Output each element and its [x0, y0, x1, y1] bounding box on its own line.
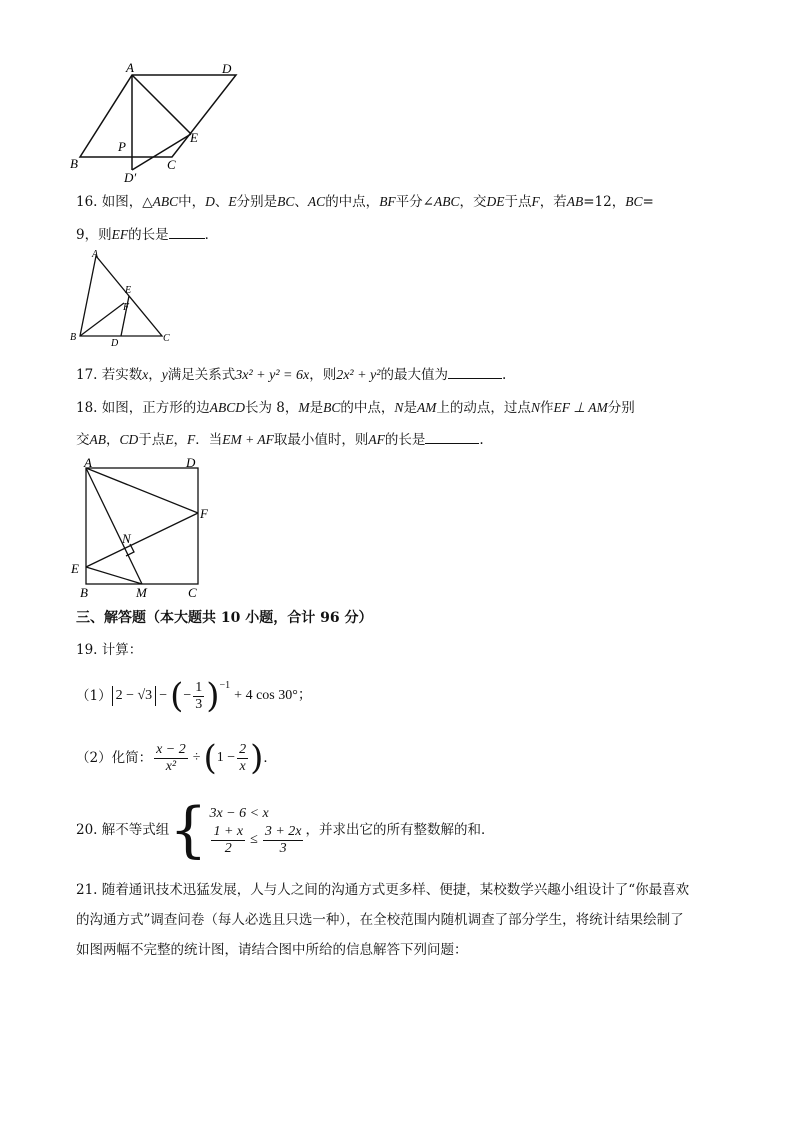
label-f: F — [123, 302, 130, 313]
segment-d-prime-e — [132, 134, 191, 170]
question-19-part-2: （2）化简： $\frac{x - 2}{\text{x²}}$ ÷ ( 1 − $\frac{2}{x}$ ) ． — [76, 738, 277, 778]
answer-blank-16[interactable] — [169, 224, 205, 239]
figure-parallelogram — [60, 58, 260, 188]
label-m: M — [136, 585, 147, 600]
label-d: D — [111, 338, 119, 349]
label-c: C — [188, 585, 197, 600]
parallelogram-abcd — [80, 75, 236, 157]
label-e: E — [71, 561, 79, 576]
label-b: B — [80, 585, 88, 600]
fraction-x-minus-2-over-x-squared: $\frac{x - 2}{\text{x²}}$ — [156, 741, 186, 774]
absolute-value: 2 − √3 — [112, 686, 157, 706]
question-19-title: 19. 计算： — [76, 642, 143, 658]
question-18-line-2: 交AB，CD于点E，F．当EM + AF取最小值时，则AF的长是 . — [76, 429, 484, 450]
segment-em — [86, 567, 142, 584]
question-21-line-2: 的沟通方式”调查问卷（每人必选且只选一种），在全校范围内随机调查了部分学生，将统计结果绘制了 — [76, 912, 684, 928]
label-p: P — [118, 139, 126, 154]
inequality-system: 3x − 6 < x $\frac{1 + x}{2}$ ≤ $\frac{3 + 2x}{3}$ — [209, 805, 302, 856]
label-e: E — [190, 130, 198, 145]
question-18-line-1: 18. 如图，正方形的边ABCD长为 8，M是BC的中点，N是AM上的动点，过点N作EF ⊥ AM分别 — [76, 400, 635, 416]
answer-blank-18[interactable] — [425, 429, 479, 444]
question-19-part-1: （1） 2 − √3 − ( − $\frac{1}{3}$ ) −1 + 4 cos 30°； — [76, 676, 312, 716]
label-b: B — [70, 156, 78, 171]
label-a: A — [126, 60, 134, 75]
segment-ef — [86, 513, 198, 567]
question-17: 17. 若实数x，y满足关系式3x² + y² = 6x，则2x² + y²的最大值为 . — [76, 364, 506, 386]
segment-am — [86, 468, 142, 584]
segment-bf — [80, 303, 124, 336]
label-c: C — [167, 157, 176, 172]
question-16-line-2: 9，则EF的长是 ． — [76, 224, 218, 245]
question-21-line-3: 如图两幅不完整的统计图，请结合图中所给的信息解答下列问题： — [76, 942, 468, 958]
square-abcd — [86, 468, 198, 584]
segment-ae — [132, 75, 191, 134]
question-21-line-1: 21. 随着通讯技术迅猛发展，人与人之间的沟通方式更多样、便捷，某校数学兴趣小组设计了“你最喜欢 — [76, 882, 690, 898]
label-d: D — [222, 61, 232, 76]
label-b: B — [70, 332, 77, 343]
question-16-line-1: 16. 如图，△ABC中，D、E分别是BC、AC的中点，BF平分∠ABC，交DE于点F，若AB=12，BC= — [76, 194, 654, 210]
label-f: F — [200, 506, 208, 521]
segment-af — [86, 468, 198, 513]
section-3-heading: 三、解答题（本大题共 10 小题，合计 96 分） — [76, 610, 373, 626]
label-d-prime: D′ — [124, 170, 137, 185]
figure-triangle — [66, 247, 186, 349]
label-d: D — [186, 455, 196, 470]
label-n: N — [122, 531, 131, 546]
fraction-2-over-x: $\frac{2}{x}$ — [239, 741, 247, 774]
label-a: A — [84, 455, 92, 470]
system-brace: { — [169, 795, 208, 865]
triangle-abc — [80, 256, 162, 336]
label-e: E — [125, 285, 132, 296]
label-a: A — [92, 249, 99, 260]
label-c: C — [163, 333, 170, 344]
question-20: 20. 解不等式组 { 3x − 6 < x $\frac{1 + x}{2}$ ≤ $\frac{3 + 2x}{3}$ ，并求出它的所有整数解的和． — [76, 795, 495, 865]
figure-square — [68, 454, 218, 600]
answer-blank-17[interactable] — [448, 364, 502, 379]
fraction-one-third: $\frac{1}{3}$ — [195, 679, 203, 712]
